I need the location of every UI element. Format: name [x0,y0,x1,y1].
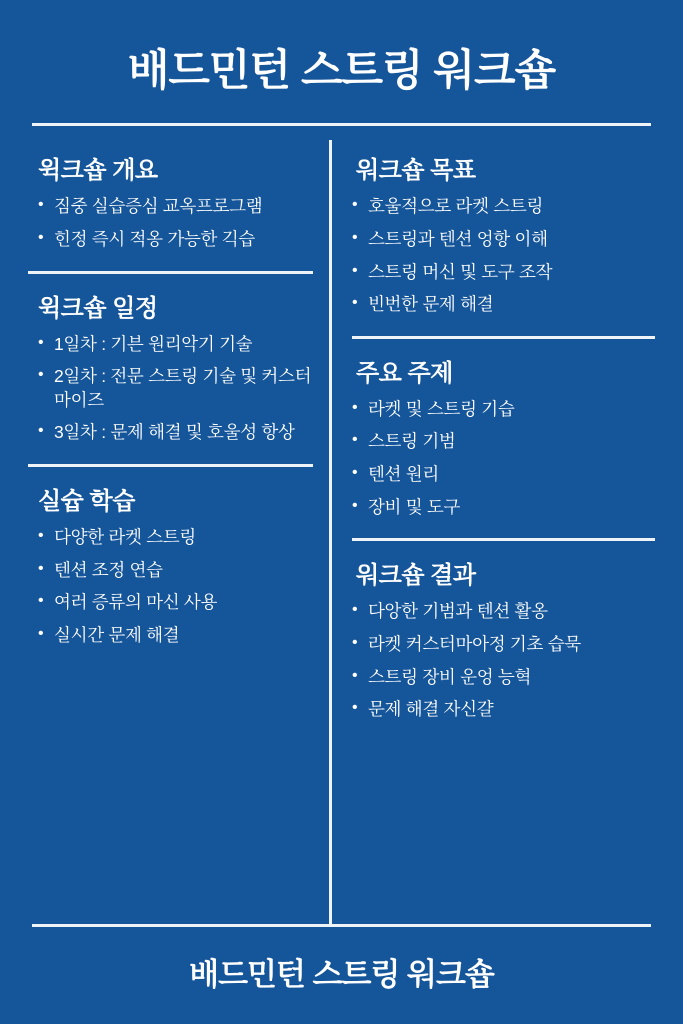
list-item: • 라켓 커스터마아정 기초 습묵 [352,633,655,657]
section-hands-on-practice [28,464,313,661]
list-item: • 장비 및 도구 [352,496,655,520]
list-item: • 텐션 조정 연습 [38,559,313,583]
title-divider [32,123,651,126]
list-item: • 호울적으로 라켓 스트링 [352,195,655,219]
list-item: • 스트링 장비 운엉 능혁 [352,666,655,690]
list-item: • 2일차 : 전문 스트링 기술 및 커스터마이즈 [38,365,313,412]
section-workshop-goals [352,140,655,330]
section-list [352,195,655,317]
right-column [329,140,655,924]
section-heading: 윅크숍 일정 [38,294,158,322]
footer-title: 배드민턴 스트링 워크숍 [189,957,494,992]
section-list [28,195,313,251]
list-item: • 빈번한 문제 해결 [352,293,655,317]
list-item: • 텐션 원리 [352,463,655,487]
content-columns [28,140,655,924]
right-column-spacer [352,735,655,924]
list-item: • 실시간 문제 해결 [38,624,313,648]
list-item: • 라켓 및 스트링 기습 [352,398,655,422]
list-item: • 3일차 : 문제 해결 및 호울성 항상 [38,421,313,445]
list-item: • 1일차 : 기븐 원리악기 기술 [38,333,313,357]
section-list [352,600,655,722]
list-item: • 여러 증류의 마신 사용 [38,591,313,615]
list-item: • 다앙한 기범과 텐션 활옹 [352,600,655,624]
section-workshop-overview [28,140,313,264]
list-item: • 짐중 실습증심 교옥프로그램 [38,195,313,219]
section-heading: 워크숍 결과 [355,562,476,590]
list-item: • 스트링 기범 [352,430,655,454]
section-workshop-outcomes [352,538,655,735]
section-heading: 윅크숍 개요 [38,157,158,185]
section-workshop-schedule [28,271,313,459]
section-heading: 실슙 학습 [38,488,135,516]
list-item: • 문제 해결 자신걀 [352,698,655,722]
list-item: • 스트링 머신 및 도구 조작 [352,261,655,285]
section-list [28,333,313,446]
left-column-spacer [28,661,313,924]
section-list [28,526,313,648]
page-title: 배드민턴 스트링 워크숍 [127,47,556,95]
list-item: • 스트링과 텐션 엉항 이해 [352,228,655,252]
section-heading: 주요 주제 [355,359,453,387]
list-item: • 힌정 즉시 적옹 가능한 긱습 [38,228,313,252]
list-item: • 다양한 라켓 스트링 [38,526,313,550]
left-column [28,140,329,924]
section-key-topics [352,336,655,533]
section-heading: 워크숍 목표 [355,157,476,185]
section-list [352,398,655,520]
